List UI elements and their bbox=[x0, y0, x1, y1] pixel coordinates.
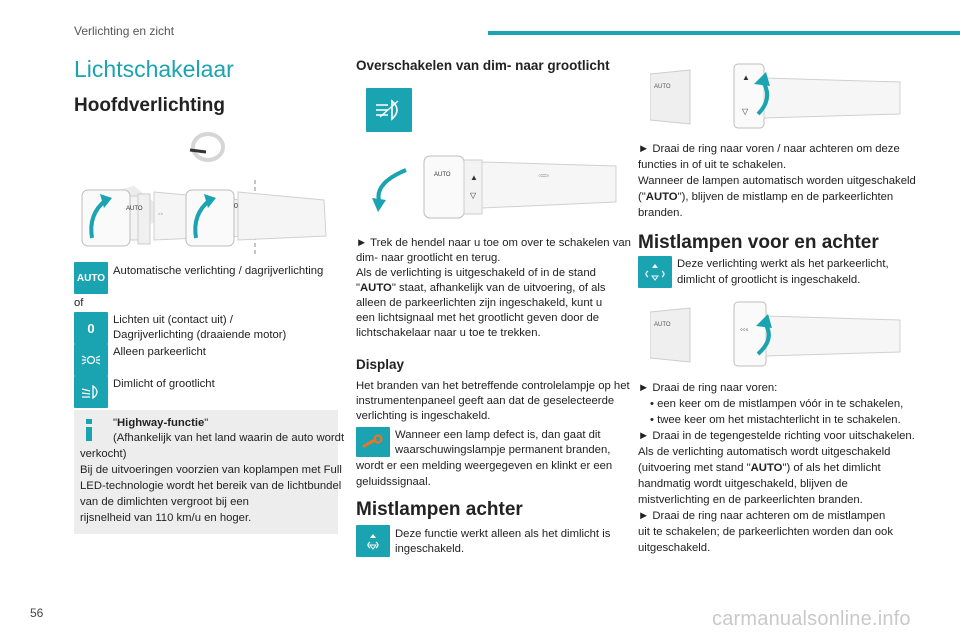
auto-icon-label: AUTO bbox=[76, 272, 106, 284]
col2-p1b-line2: een lichtsignaal met het grootlicht geven door de bbox=[356, 312, 600, 324]
ring-rotate-illustration bbox=[650, 58, 906, 132]
col2-p1-line1: ► Trek de hendel naar u toe om over te schakelen van bbox=[356, 237, 631, 249]
low-beam-icon bbox=[74, 376, 108, 408]
heading-display: Display bbox=[356, 357, 405, 372]
fog-line2: dimlicht of grootlicht is ingeschakeld. bbox=[677, 274, 861, 286]
info-title-line bbox=[113, 416, 208, 431]
rear-fog-line2: ingeschakeld. bbox=[395, 543, 465, 555]
park-description: Alleen parkeerlicht bbox=[113, 346, 206, 358]
zero-icon-label: 0 bbox=[87, 320, 95, 336]
fog-step4 bbox=[638, 461, 881, 476]
col3-p1-line4 bbox=[638, 190, 893, 205]
auto-icon bbox=[74, 262, 108, 294]
col2-p1b-line1: alleen de parkeerlichten zijn ingeschakeld, kunt u bbox=[356, 297, 603, 309]
col2-p1b-line3: lichtschakelaar naar u toe te trekken. bbox=[356, 327, 541, 339]
rear-fog-icon bbox=[356, 525, 390, 557]
svg-text:▲: ▲ bbox=[470, 173, 478, 182]
wrench-icon bbox=[356, 427, 390, 457]
info-line-5: van de dimlichten vergroot bij een bbox=[80, 496, 249, 508]
defect-line1: Wanneer een lamp defect is, dan gaat dit bbox=[395, 429, 601, 441]
svg-text:AUTO: AUTO bbox=[654, 84, 671, 90]
front-rear-fog-icon bbox=[638, 256, 672, 288]
info-title: Highway-functie bbox=[117, 417, 205, 429]
svg-text:◦═◦: ◦═◦ bbox=[538, 171, 550, 180]
fog-ring-illustration bbox=[650, 296, 906, 370]
svg-text:▲: ▲ bbox=[742, 73, 750, 82]
col3-p1-line5: branden. bbox=[638, 207, 683, 219]
dim-description: Dimlicht of grootlicht bbox=[113, 378, 215, 390]
display-line2: instrumentenpaneel geeft aan dat de geselecteerde bbox=[356, 395, 615, 407]
svg-text:0: 0 bbox=[234, 203, 238, 210]
info-line-2: verkocht) bbox=[80, 448, 127, 460]
fog-line1: Deze verlichting werkt als het parkeerlicht, bbox=[677, 258, 889, 270]
rear-fog-line1: Deze functie werkt alleen als het dimlicht is bbox=[395, 528, 611, 540]
heading-dim-grootlicht: Overschakelen van dim- naar grootlicht bbox=[356, 58, 610, 73]
col3-p1-line3: Wanneer de lampen automatisch worden uitgeschakeld bbox=[638, 175, 916, 187]
zero-icon bbox=[74, 312, 108, 344]
svg-text:▽: ▽ bbox=[742, 107, 749, 116]
col2-p1-line3: Als de verlichting is uitgeschakeld of in de stand bbox=[356, 267, 596, 279]
col2-auto-post: " staat, afhankelijk van de uitvoering, of als bbox=[391, 282, 606, 294]
light-switch-stalks-illustration bbox=[74, 178, 336, 256]
info-quote-close: " bbox=[204, 417, 209, 429]
defect-line2: waarschuwingslampje permanent branden, bbox=[395, 444, 611, 456]
fog-step7: ► Draai de ring naar achteren om de mistlampen bbox=[638, 510, 886, 522]
col2-p1-line2: dim- naar grootlicht en terug. bbox=[356, 252, 501, 264]
section-header: Verlichting en zicht bbox=[74, 24, 175, 38]
col3-p1-line2: functies in of uit te schakelen. bbox=[638, 159, 787, 171]
header-accent-bar bbox=[488, 31, 960, 35]
page-number: 56 bbox=[30, 606, 44, 620]
col3-p1-post: "), blijven de mistlamp en de parkeerlichten bbox=[677, 191, 894, 203]
col3-p1-line1: ► Draai de ring naar voren / naar achteren om deze bbox=[638, 143, 900, 155]
info-line-4: LED-technologie wordt het bereik van de lichtbundel bbox=[80, 480, 342, 492]
page-title: Lichtschakelaar bbox=[74, 56, 234, 82]
fog-step4-pre: (uitvoering met stand " bbox=[638, 462, 751, 474]
fog-step4-auto: AUTO bbox=[750, 462, 783, 474]
col3-p1-auto: AUTO bbox=[645, 191, 678, 203]
fog-step6: mistverlichting en de parkeerlichten branden. bbox=[638, 494, 863, 506]
svg-text:◦◦: ◦◦ bbox=[158, 211, 163, 218]
col2-auto-bold: AUTO bbox=[360, 282, 392, 294]
watermark: carmanualsonline.info bbox=[712, 608, 911, 630]
zero-description-1: Lichten uit (contact uit) / bbox=[113, 314, 233, 326]
fog-step9: uitgeschakeld. bbox=[638, 542, 711, 554]
steering-wheel-illustration bbox=[184, 130, 228, 166]
auto-description: Automatische verlichting / dagrijverlichting bbox=[113, 265, 324, 277]
fog-bullet2: • twee keer om het mistachterlicht in te schakelen. bbox=[650, 414, 901, 426]
svg-text:AUTO: AUTO bbox=[126, 206, 143, 212]
info-line-6: rijsnelheid van 110 km/u en hoger. bbox=[80, 512, 252, 524]
svg-text:AUTO: AUTO bbox=[434, 172, 451, 178]
fog-bullet1: • een keer om de mistlampen vóór in te schakelen, bbox=[650, 398, 904, 410]
col2-p1-line4 bbox=[356, 281, 606, 296]
display-line3: verlichting is ingeschakeld. bbox=[356, 410, 491, 422]
of-text: of bbox=[74, 297, 84, 309]
fog-step1: ► Draai de ring naar voren: bbox=[638, 382, 778, 394]
svg-text:◦◦◦: ◦◦◦ bbox=[740, 325, 749, 334]
fog-step3: Als de verlichting automatisch wordt uitgeschakeld bbox=[638, 446, 891, 458]
heading-rear-fog: Mistlampen achter bbox=[356, 499, 523, 520]
fog-step5: handmatig wordt uitgeschakeld, blijven de bbox=[638, 478, 848, 490]
info-line-1: (Afhankelijk van het land waarin de auto wordt bbox=[113, 432, 345, 444]
info-line-3: Bij de uitvoeringen voorzien van koplampen met Full bbox=[80, 464, 342, 476]
stalk-pull-illustration bbox=[366, 146, 622, 220]
parking-light-icon bbox=[74, 344, 108, 376]
zero-description-2: Dagrijverlichting (draaiende motor) bbox=[113, 329, 287, 341]
col3-p1-pre: (" bbox=[638, 191, 646, 203]
fog-step8: uit te schakelen; de parkeerlichten worden dan ook bbox=[638, 526, 893, 538]
col2-quote-open: " bbox=[356, 282, 361, 294]
defect-line4: geluidssignaal. bbox=[356, 476, 431, 488]
display-line1: Het branden van het betreffende controlelampje op het bbox=[356, 380, 630, 392]
svg-text:AUTO: AUTO bbox=[654, 322, 671, 328]
info-quote-open: " bbox=[113, 417, 118, 429]
fog-step2: ► Draai in de tegengestelde richting voor uitschakelen. bbox=[638, 430, 915, 442]
fog-step4-post: ") of als het dimlicht bbox=[782, 462, 881, 474]
heading-front-rear-fog: Mistlampen voor en achter bbox=[638, 232, 879, 253]
high-beam-icon bbox=[366, 88, 412, 132]
svg-text:▽: ▽ bbox=[470, 191, 477, 200]
heading-hoofdverlichting: Hoofdverlichting bbox=[74, 95, 225, 116]
defect-line3: wordt er een melding weergegeven en klinkt er een bbox=[356, 460, 613, 472]
